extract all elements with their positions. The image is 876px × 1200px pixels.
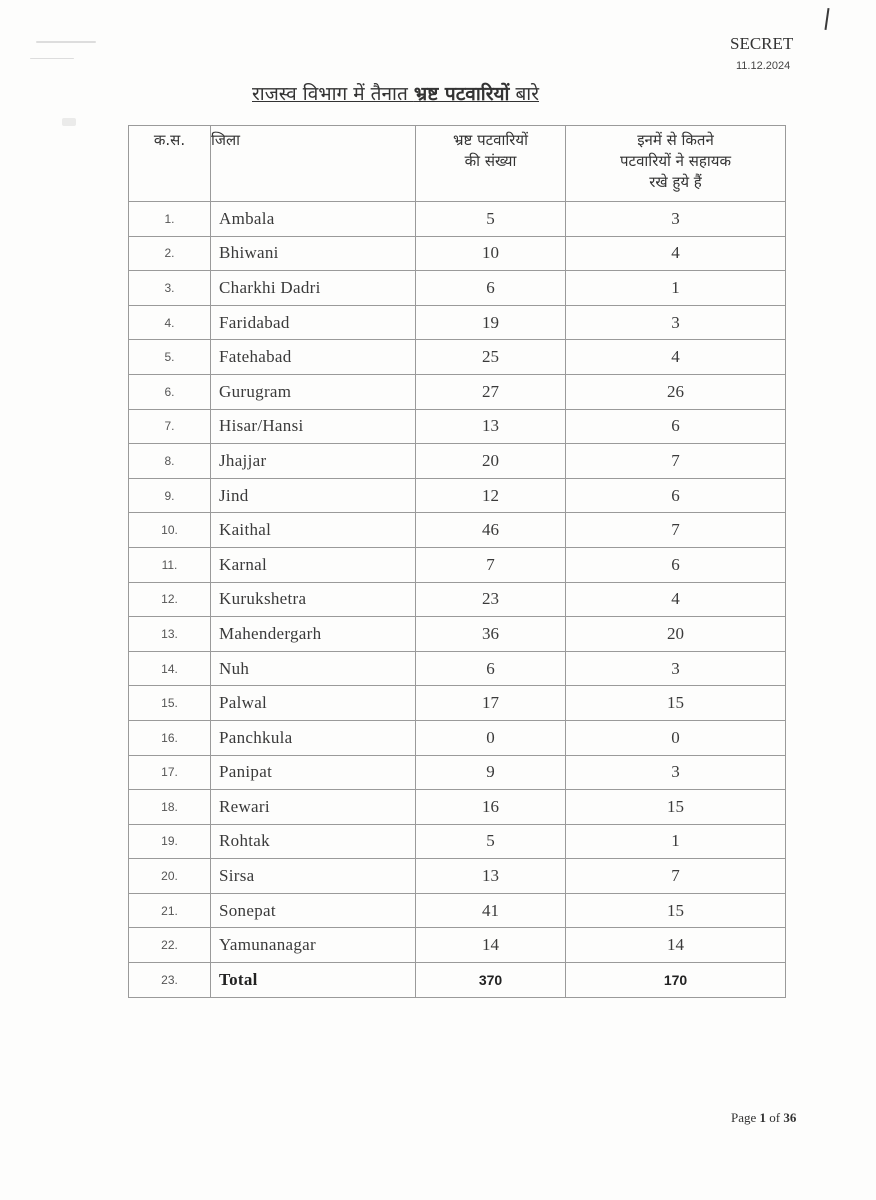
corrupt-count-cell: 14 — [416, 928, 566, 963]
scan-artifact — [62, 118, 76, 126]
assistants-count-cell: 1 — [566, 271, 786, 306]
serial-cell: 14. — [129, 651, 211, 686]
corrupt-count-cell: 0 — [416, 720, 566, 755]
serial-cell: 2. — [129, 236, 211, 271]
table-row — [129, 202, 786, 237]
corrupt-count-cell: 20 — [416, 444, 566, 479]
scan-artifact — [30, 58, 74, 59]
corrupt-count-cell: 5 — [416, 824, 566, 859]
header-corrupt-line-1: भ्रष्ट पटवारियों — [453, 131, 528, 149]
table-row — [129, 547, 786, 582]
corrupt-count-cell: 9 — [416, 755, 566, 790]
serial-cell: 17. — [129, 755, 211, 790]
serial-cell: 15. — [129, 686, 211, 721]
page-number — [731, 1110, 796, 1126]
header-serial: क.स. — [129, 126, 211, 202]
district-cell: Sonepat — [211, 893, 416, 928]
assistants-count-cell: 4 — [566, 236, 786, 271]
header-district: जिला — [211, 126, 416, 202]
corrupt-count-cell: 13 — [416, 409, 566, 444]
assistants-count-cell: 15 — [566, 893, 786, 928]
district-cell: Panipat — [211, 755, 416, 790]
corrupt-count-cell: 6 — [416, 271, 566, 306]
assistants-count-cell: 20 — [566, 617, 786, 652]
patwari-table — [128, 125, 786, 998]
assistants-count-cell: 0 — [566, 720, 786, 755]
serial-cell: 21. — [129, 893, 211, 928]
assistants-count-cell: 15 — [566, 790, 786, 825]
assistants-count-cell: 7 — [566, 444, 786, 479]
district-cell: Gurugram — [211, 374, 416, 409]
header-corrupt-count — [416, 126, 566, 202]
page-middle: of — [766, 1110, 784, 1125]
serial-cell: 13. — [129, 617, 211, 652]
corrupt-count-cell: 16 — [416, 790, 566, 825]
header-assistants-line-1: इनमें से कितने — [637, 131, 714, 149]
table-row — [129, 651, 786, 686]
assistants-count-cell: 7 — [566, 859, 786, 894]
serial-cell: 23. — [129, 963, 211, 998]
scan-artifact — [36, 41, 96, 43]
district-cell: Rohtak — [211, 824, 416, 859]
assistants-count-cell: 26 — [566, 374, 786, 409]
serial-cell: 4. — [129, 305, 211, 340]
district-cell: Hisar/Hansi — [211, 409, 416, 444]
district-cell: Kurukshetra — [211, 582, 416, 617]
table-row — [129, 928, 786, 963]
table-row — [129, 824, 786, 859]
corrupt-count-cell: 23 — [416, 582, 566, 617]
table-row — [129, 478, 786, 513]
serial-cell: 6. — [129, 374, 211, 409]
district-cell: Faridabad — [211, 305, 416, 340]
corrupt-count-cell: 5 — [416, 202, 566, 237]
assistants-count-cell: 3 — [566, 305, 786, 340]
district-cell: Panchkula — [211, 720, 416, 755]
district-cell: Kaithal — [211, 513, 416, 548]
table-row — [129, 755, 786, 790]
table-row — [129, 236, 786, 271]
table-row — [129, 859, 786, 894]
corrupt-count-cell: 25 — [416, 340, 566, 375]
serial-cell: 10. — [129, 513, 211, 548]
title-part-2: बारे — [509, 83, 540, 105]
corrupt-count-cell: 17 — [416, 686, 566, 721]
assistants-count-cell: 3 — [566, 755, 786, 790]
district-cell: Bhiwani — [211, 236, 416, 271]
table-row — [129, 305, 786, 340]
header-assistants — [566, 126, 786, 202]
serial-cell: 8. — [129, 444, 211, 479]
assistants-count-cell: 4 — [566, 582, 786, 617]
table-row — [129, 513, 786, 548]
page-current: 1 — [759, 1110, 767, 1125]
title-part-1: राजस्व विभाग में तैनात — [252, 83, 414, 105]
assistants-count-cell: 7 — [566, 513, 786, 548]
district-cell: Fatehabad — [211, 340, 416, 375]
table-row — [129, 893, 786, 928]
district-cell: Sirsa — [211, 859, 416, 894]
table-row — [129, 582, 786, 617]
table-row — [129, 374, 786, 409]
serial-cell: 12. — [129, 582, 211, 617]
assistants-count-cell: 6 — [566, 547, 786, 582]
assistants-count-cell: 3 — [566, 651, 786, 686]
header-assistants-line-3: रखे हुये हैं — [649, 173, 702, 191]
total-corrupt-count: 370 — [416, 963, 566, 998]
district-cell: Palwal — [211, 686, 416, 721]
serial-cell: 19. — [129, 824, 211, 859]
serial-cell: 7. — [129, 409, 211, 444]
district-cell: Rewari — [211, 790, 416, 825]
corrupt-count-cell: 36 — [416, 617, 566, 652]
district-cell: Ambala — [211, 202, 416, 237]
serial-cell: 11. — [129, 547, 211, 582]
document-date: 11.12.2024 — [736, 60, 791, 72]
assistants-count-cell: 3 — [566, 202, 786, 237]
table-header-row — [129, 126, 786, 202]
serial-cell: 9. — [129, 478, 211, 513]
header-corrupt-line-2: की संख्या — [464, 152, 517, 170]
serial-cell: 20. — [129, 859, 211, 894]
serial-cell: 16. — [129, 720, 211, 755]
serial-cell: 3. — [129, 271, 211, 306]
table-row — [129, 271, 786, 306]
district-cell: Karnal — [211, 547, 416, 582]
table-row — [129, 686, 786, 721]
corrupt-count-cell: 6 — [416, 651, 566, 686]
corrupt-count-cell: 7 — [416, 547, 566, 582]
serial-cell: 5. — [129, 340, 211, 375]
serial-cell: 22. — [129, 928, 211, 963]
district-cell: Nuh — [211, 651, 416, 686]
corrupt-count-cell: 10 — [416, 236, 566, 271]
assistants-count-cell: 6 — [566, 409, 786, 444]
assistants-count-cell: 6 — [566, 478, 786, 513]
total-label: Total — [211, 963, 416, 998]
classification-label: SECRET — [730, 34, 794, 53]
corrupt-count-cell: 12 — [416, 478, 566, 513]
table-row — [129, 409, 786, 444]
district-cell: Charkhi Dadri — [211, 271, 416, 306]
pen-mark — [824, 8, 829, 30]
table-row — [129, 617, 786, 652]
header-assistants-line-2: पटवारियों ने सहायक — [620, 152, 731, 170]
district-cell: Jhajjar — [211, 444, 416, 479]
page-prefix: Page — [731, 1110, 760, 1125]
page-total: 36 — [783, 1110, 797, 1125]
assistants-count-cell: 4 — [566, 340, 786, 375]
corrupt-count-cell: 13 — [416, 859, 566, 894]
table-row — [129, 340, 786, 375]
corrupt-count-cell: 41 — [416, 893, 566, 928]
assistants-count-cell: 15 — [566, 686, 786, 721]
table-row — [129, 790, 786, 825]
total-assistants-count: 170 — [566, 963, 786, 998]
corrupt-count-cell: 46 — [416, 513, 566, 548]
district-cell: Jind — [211, 478, 416, 513]
district-cell: Mahendergarh — [211, 617, 416, 652]
table-row — [129, 720, 786, 755]
assistants-count-cell: 1 — [566, 824, 786, 859]
corrupt-count-cell: 27 — [416, 374, 566, 409]
serial-cell: 1. — [129, 202, 211, 237]
total-row — [129, 963, 786, 998]
corrupt-count-cell: 19 — [416, 305, 566, 340]
title-bold: भ्रष्ट पटवारियों — [413, 83, 510, 105]
serial-cell: 18. — [129, 790, 211, 825]
document-title — [252, 80, 539, 106]
district-cell: Yamunanagar — [211, 928, 416, 963]
assistants-count-cell: 14 — [566, 928, 786, 963]
table-row — [129, 444, 786, 479]
